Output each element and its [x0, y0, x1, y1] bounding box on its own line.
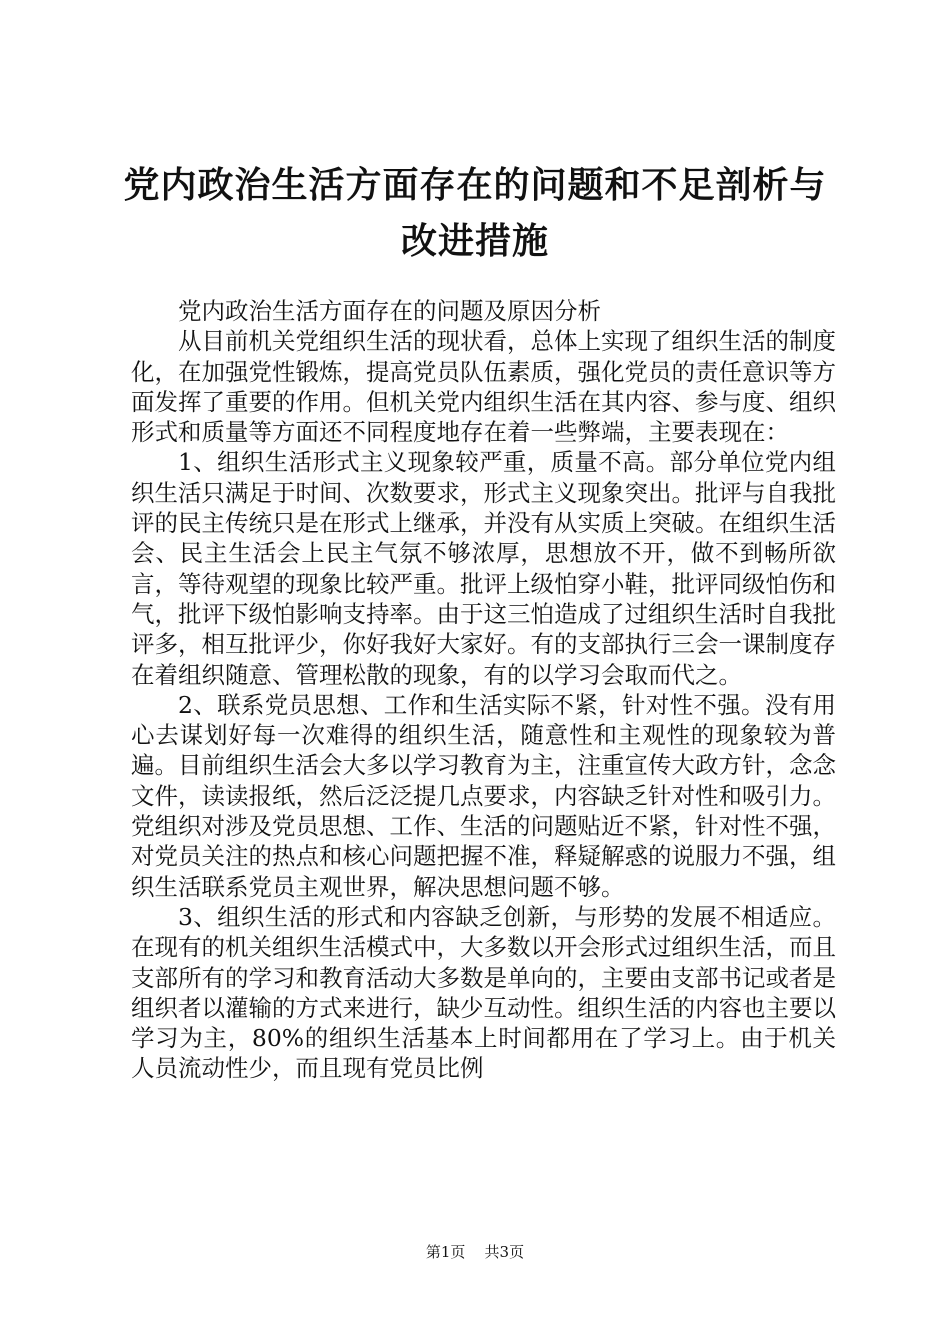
issue-paragraph-2: 2、联系党员思想、工作和生活实际不紧，针对性不强。没有用心去谋划好每一次难得的组织生活，随意性和主观性的现象较为普遍。目前组织生活会大多以学习教育为主，注重宣传大政方针，念念文件，读读报纸，然后泛泛提几点要求，内容缺乏针对性和吸引力。党组织对涉及党员思想、工作、生活的问题贴近不紧，针对性不强，对党员关注的热点和核心问题把握不准，释疑解惑的说服力不强，组织生活联系党员主观世界，解决思想问题不够。 [131, 690, 836, 901]
page-separator [470, 1243, 480, 1261]
page-total: 共3页 [484, 1243, 525, 1261]
intro-paragraph: 从目前机关党组织生活的现状看，总体上实现了组织生活的制度化，在加强党性锻炼，提高党员队伍素质，强化党员的责任意识等方面发挥了重要的作用。但机关党内组织生活在其内容、参与度、组织形式和质量等方面还不同程度地存在着一些弊端，主要表现在： [131, 327, 836, 447]
document-body [131, 296, 836, 1084]
page-number: 第1页 [425, 1243, 466, 1261]
page-footer [0, 1242, 950, 1262]
issue-paragraph-3: 3、组织生活的形式和内容缺乏创新，与形势的发展不相适应。在现有的机关组织生活模式中，大多数以开会形式过组织生活，而且支部所有的学习和教育活动大多数是单向的，主要由支部书记或者是组织者以灌输的方式来进行，缺少互动性。组织生活的内容也主要以学习为主，80%的组织生活基本上时间都用在了学习上。由于机关人员流动性少，而且现有党员比例 [131, 902, 836, 1083]
section-heading: 党内政治生活方面存在的问题及原因分析 [178, 297, 601, 325]
issue-paragraph-1: 1、组织生活形式主义现象较严重，质量不高。部分单位党内组织生活只满足于时间、次数要求，形式主义现象突出。批评与自我批评的民主传统只是在形式上继承，并没有从实质上突破。在组织生活会、民主生活会上民主气氛不够浓厚，思想放不开，做不到畅所欲言，等待观望的现象比较严重。批评上级怕穿小鞋，批评同级怕伤和气，批评下级怕影响支持率。由于这三怕造成了过组织生活时自我批评多，相互批评少，你好我好大家好。有的支部执行三会一课制度存在着组织随意、管理松散的现象，有的以学习会取而代之。 [131, 448, 836, 689]
document-title: 党内政治生活方面存在的问题和不足剖析与改进措施 [123, 165, 827, 262]
